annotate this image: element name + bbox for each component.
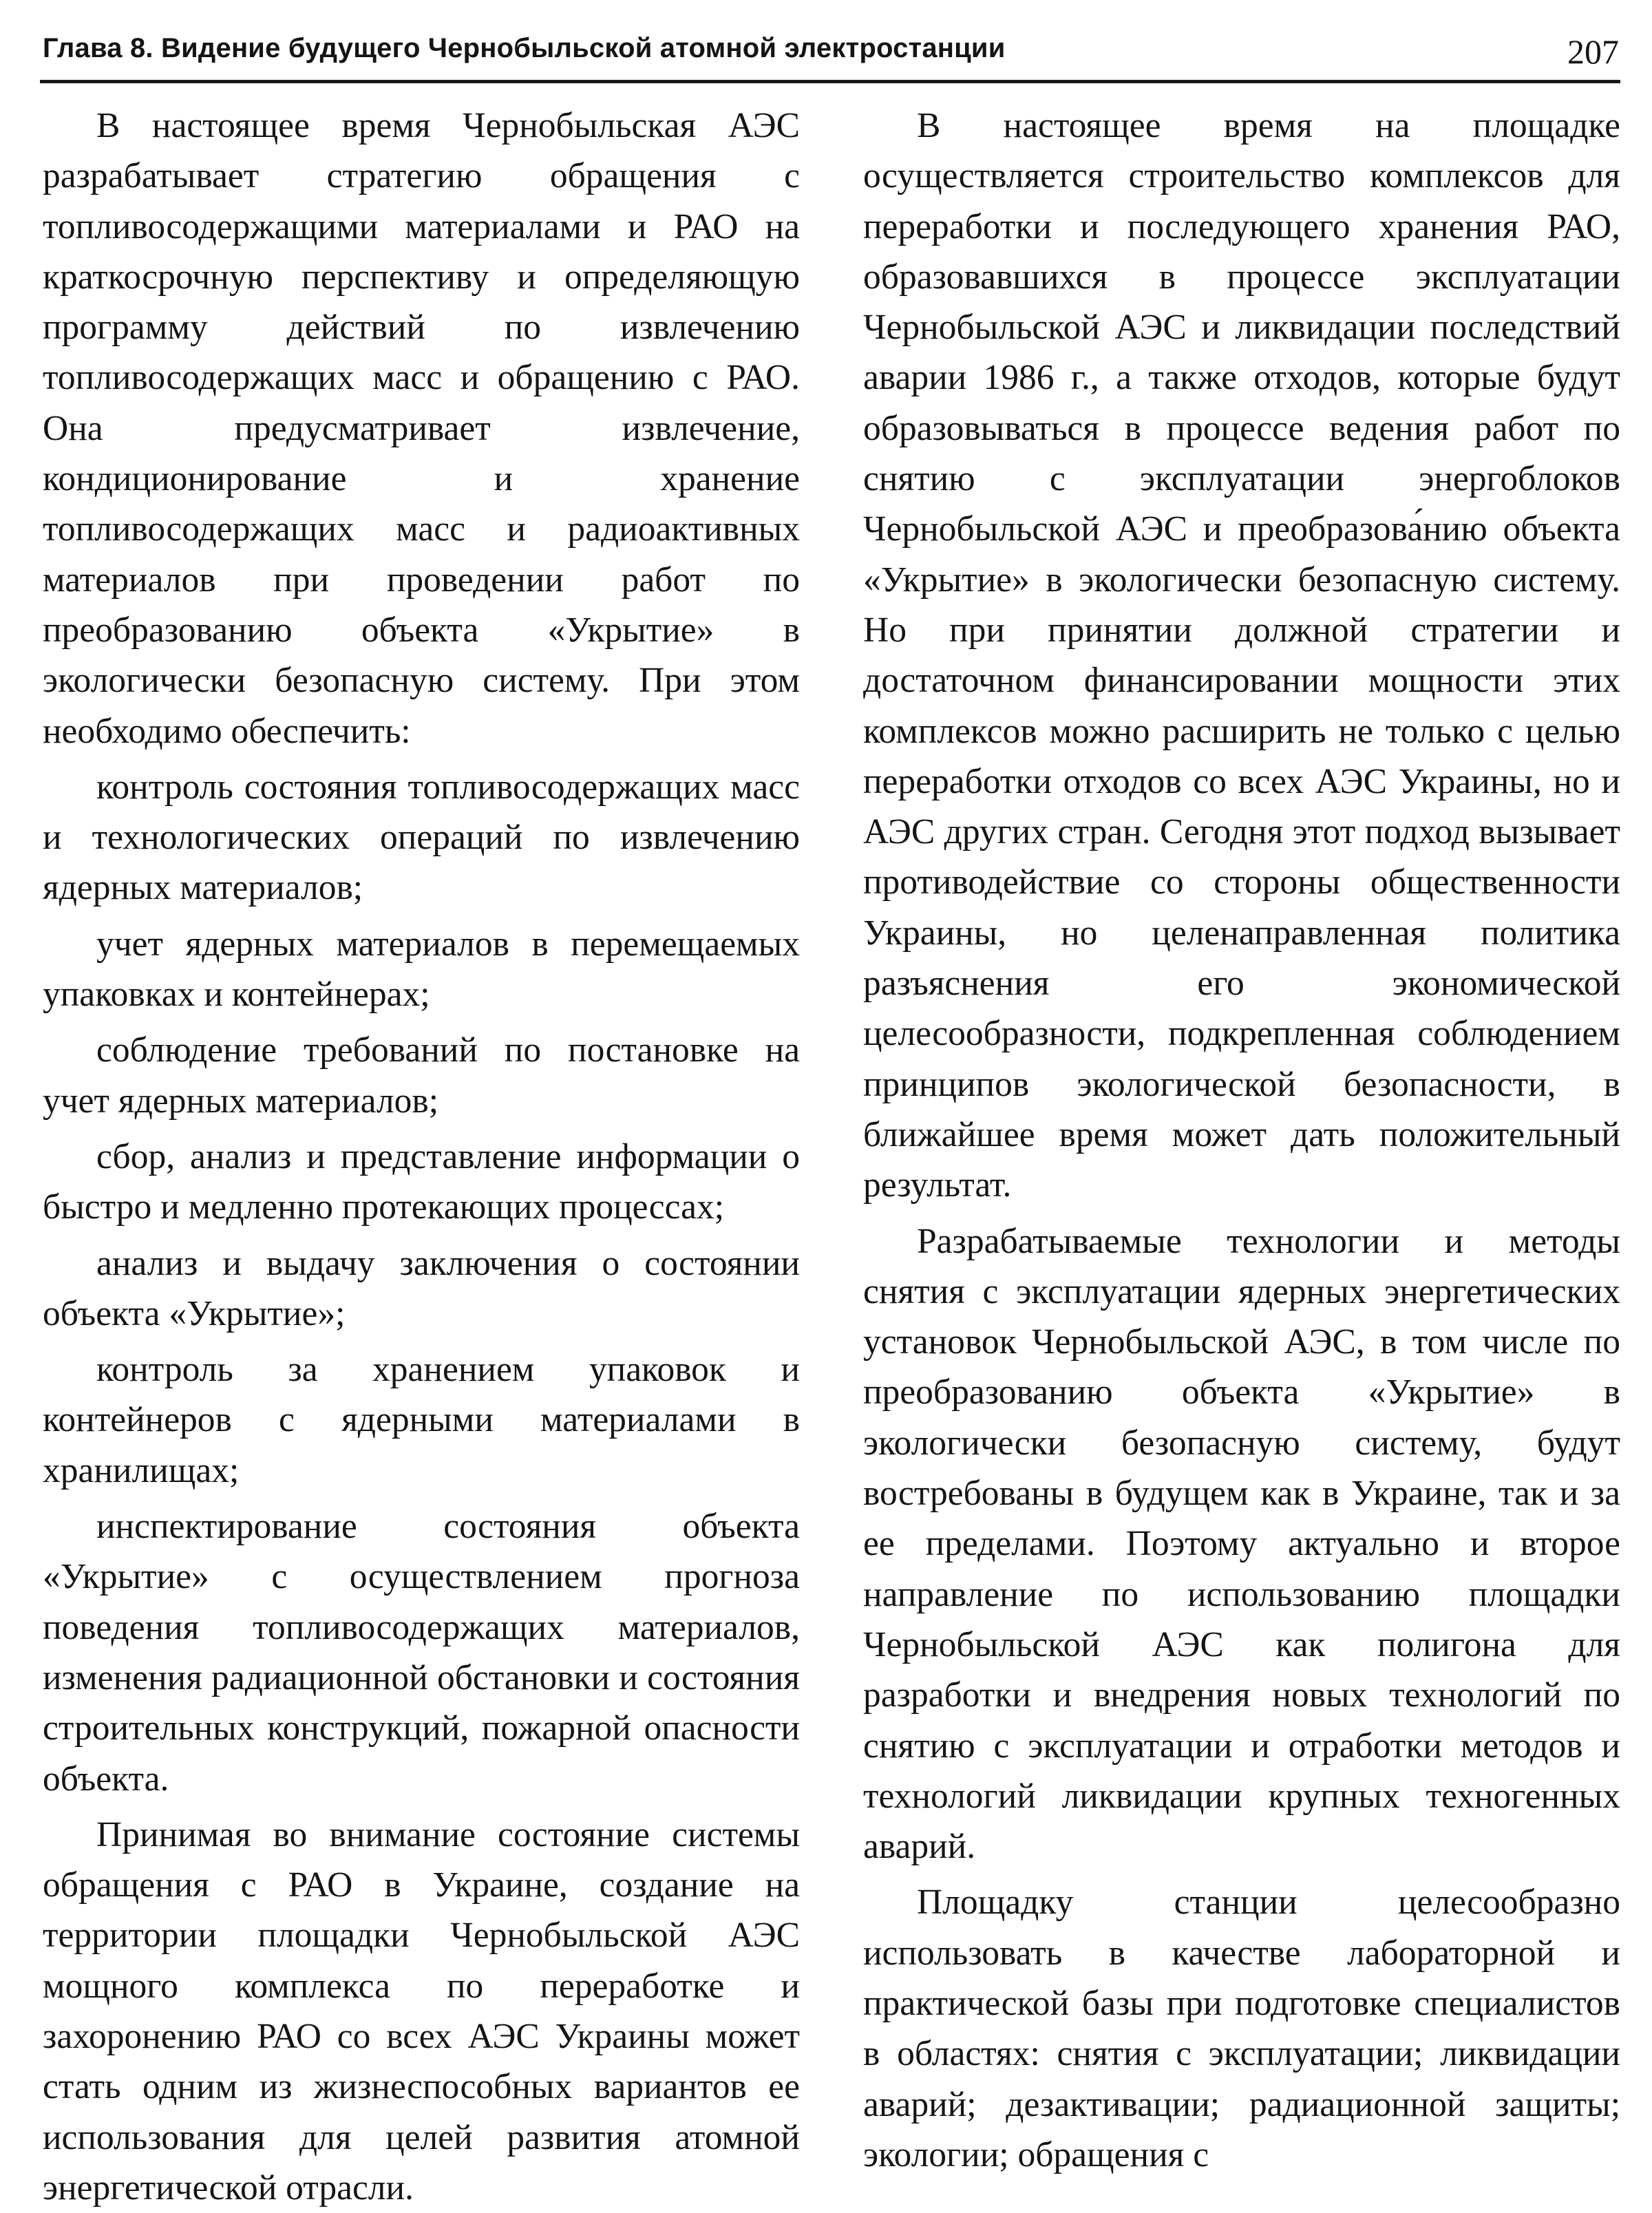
list-item: учет ядерных материалов в перемещаемых упаковках и контейнерах;: [43, 924, 800, 1015]
list-item: анализ и выдачу заключения о состоянии объекта «Укрытие»;: [43, 1243, 800, 1333]
page-number: 207: [1567, 32, 1619, 71]
paragraph: Площадку станции целесообразно использовать в качестве лабораторной и практической базы при подготовке специалистов в областях: снятия с эксплуатации; ликвидации аварий; дезактивации; радиационной защиты; экологии; обращения с: [863, 1883, 1620, 2174]
paragraph-intro: В настоящее время Чернобыльская АЭС разрабатывает стратегию обращения с топливосодержащими материалами и РАО на краткосрочную перспективу и определяющую программу действий по извлечению топливосодержащих масс и обращению с РАО. Она предусматривает извлечение, кондиционирование и хранение топливосодержащих масс и радиоактивных материалов при проведении работ по преобразованию объекта «Укрытие» в экологически безопасную систему. При этом необходимо обеспечить:: [43, 106, 800, 751]
list-item: сбор, анализ и представление информации о быстро и медленно протекающих процессах;: [43, 1136, 800, 1227]
list-item: соблюдение требований по постановке на учет ядерных материалов;: [43, 1030, 800, 1121]
list-item: контроль за хранением упаковок и контейнеров с ядерными материалами в хранилищах;: [43, 1350, 800, 1490]
list-item: контроль состояния топливосодержащих масс и технологических операций по извлечению ядерных материалов;: [43, 767, 800, 908]
running-title: Глава 8. Видение будущего Чернобыльской атомной электростанции: [43, 33, 1006, 63]
left-column: [43, 100, 800, 2213]
right-column: [863, 100, 1620, 2180]
paragraph: В настоящее время на площадке осуществляется строительство комплексов для переработки и последующего хранения РАО, образовавшихся в процессе эксплуатации Чернобыльской АЭС и ликвидации последствий аварии 1986 г., а также отходов, которые будут образовываться в процессе ведения работ по снятию с эксплуатации энергоблоков Чернобыльской АЭС и преобразова́нию объекта «Укрытие» в экологически безопасную систему. Но при принятии должной стратегии и достаточном финансировании мощности этих комплексов можно расширить не только с целью переработки отходов со всех АЭС Украины, но и АЭС других стран. Сегодня этот подход вызывает противодействие со стороны общественности Украины, но целенаправленная политика разъяснения его экономической целесообразности, подкрепленная соблюдением принципов экологической безопасности, в ближайшее время может дать положительный результат.: [863, 106, 1620, 1205]
page-header: [40, 26, 1620, 83]
list-item: инспектирование состояния объекта «Укрытие» с осуществлением прогноза поведения топливосодержащих материалов, изменения радиационной обстановки и состояния строительных конструкций, пожарной опасности объекта.: [43, 1507, 800, 1799]
paragraph: Принимая во внимание состояние системы обращения с РАО в Украине, создание на территории площадки Чернобыльской АЭС мощного комплекса по переработке и захоронению РАО со всех АЭС Украины может стать одним из жизнеспособных вариантов ее использования для целей развития атомной энергетической отрасли.: [43, 1814, 800, 2207]
paragraph: Разрабатываемые технологии и методы снятия с эксплуатации ядерных энергетических установок Чернобыльской АЭС, в том числе по преобразованию объекта «Укрытие» в экологически безопасную систему, будут востребованы в будущем как в Украине, так и за ее пределами. Поэтому актуально и второе направление по использованию площадки Чернобыльской АЭС как полигона для разработки и внедрения новых технологий по снятию с эксплуатации и отработки методов и технологий ликвидации крупных техногенных аварий.: [863, 1221, 1620, 1867]
